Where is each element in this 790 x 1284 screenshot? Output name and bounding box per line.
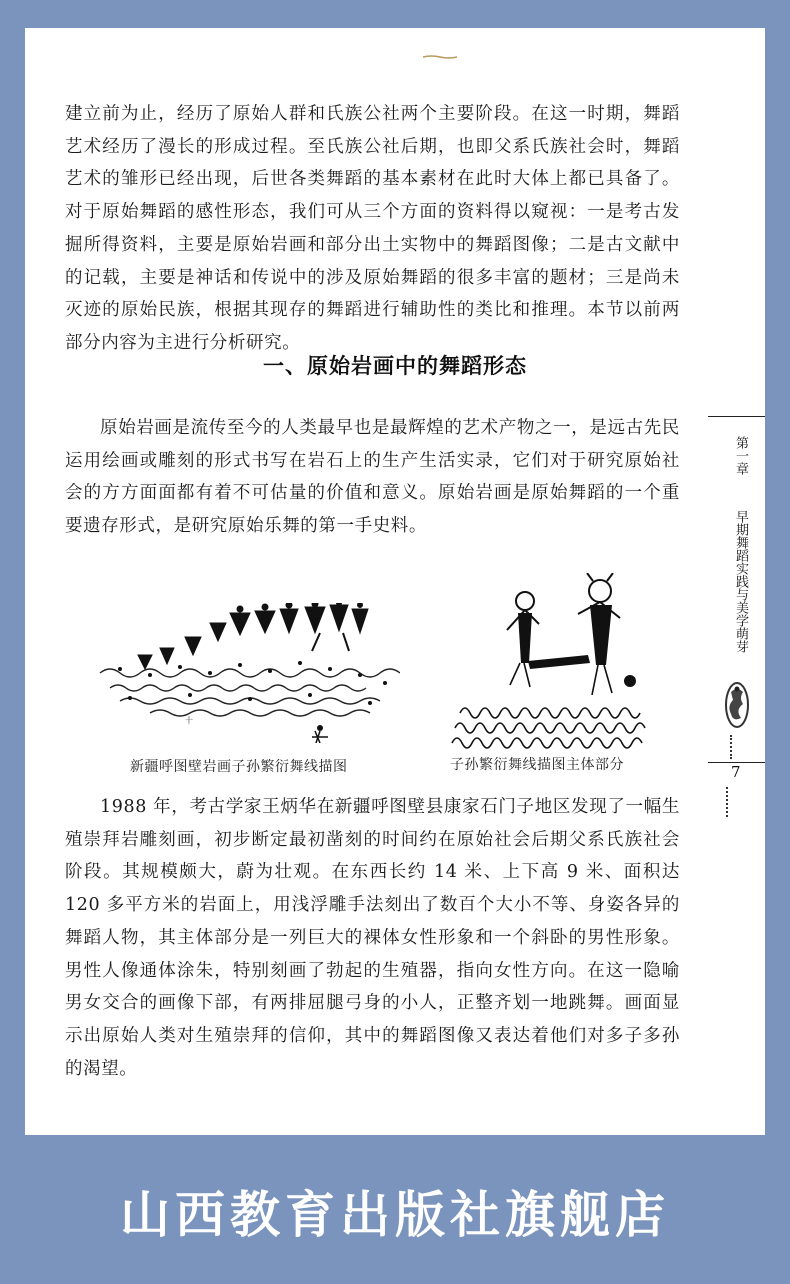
page-number-area [708,761,765,821]
rock-art-right-figure [440,573,655,758]
section-title: 一、原始岩画中的舞蹈形态 [263,354,527,378]
rock-art-left-figure [90,603,400,743]
chapter-title: 早期舞蹈实践与美学萌芽 [733,510,748,653]
svg-text:十: 十 [185,716,193,725]
page-dotted-line [726,787,732,817]
dancer-ornament-icon [721,680,753,730]
paragraph-discovery: 1988 年，考古学家王炳华在新疆呼图壁县康家石门子地区发现了一幅生殖崇拜岩雕刻画，初步断定最初凿刻的时间约在原始社会后期父系氏族社会阶段。其规模颇大，蔚为壮观。在东西长约 14 米、上下高 9 米、面积达 120 多平方米的岩面上，用浅浮雕手法刻出了数百个大小不等、身姿各异的舞蹈人物，其主体部分是一列巨大的裸体女性形象和一个斜卧的男性形象。男性人像通体涂朱，特别刻画了勃起的生殖器，指向女性方向。在这一隐喻男女交合的画像下部，有两排屈腿弓身的小人，正整齐划一地跳舞。画面显示出原始人类对生殖崇拜的信仰，其中的舞蹈图像又表达着他们对多子多孙的渴望。 [65,797,680,1079]
chapter-side-tab [708,416,765,763]
book-page [25,28,765,1135]
paragraph-rock-art: 原始岩画是流传至今的人类最早也是最辉煌的艺术产物之一，是远古先民运用绘画或雕刻的形式书写在岩石上的生产生活实录，它们对于研究原始社会的方方面面都有着不可估量的价值和意义。原始岩画是原始舞蹈的一个重要遗存形式，是研究原始乐舞的第一手史料。 [65,418,680,537]
paragraph-intro: 建立前为止，经历了原始人群和氏族公社两个主要阶段。在这一时期，舞蹈艺术经历了漫长的形成过程。至氏族公社后期，也即父系氏族社会时，舞蹈艺术的雏形已经出现，后世各类舞蹈的基本素材在此时大体上都已具备了。对于原始舞蹈的感性形态，我们可从三个方面的资料得以窥视：一是考古发掘所得资料，主要是原始岩画和部分出土实物中的舞蹈图像；二是古文献中的记载，主要是神话和传说中的涉及原始舞蹈的很多丰富的题材；三是尚未灭迹的原始民族，根据其现存的舞蹈进行辅助性的类比和推理。本节以前两部分内容为主进行分析研究。 [65,104,680,353]
right-figure-caption: 子孙繁衍舞线描图主体部分 [450,757,624,773]
side-dotted-line [730,735,736,759]
page-number: 7 [731,763,741,781]
left-figure-caption: 新疆呼图壁岩画子孙繁衍舞线描图 [130,759,348,775]
store-name-banner: 山西教育出版社旗舰店 [120,1186,670,1244]
top-decoration-mark [423,55,457,59]
chapter-label: 第一章 [733,435,748,475]
